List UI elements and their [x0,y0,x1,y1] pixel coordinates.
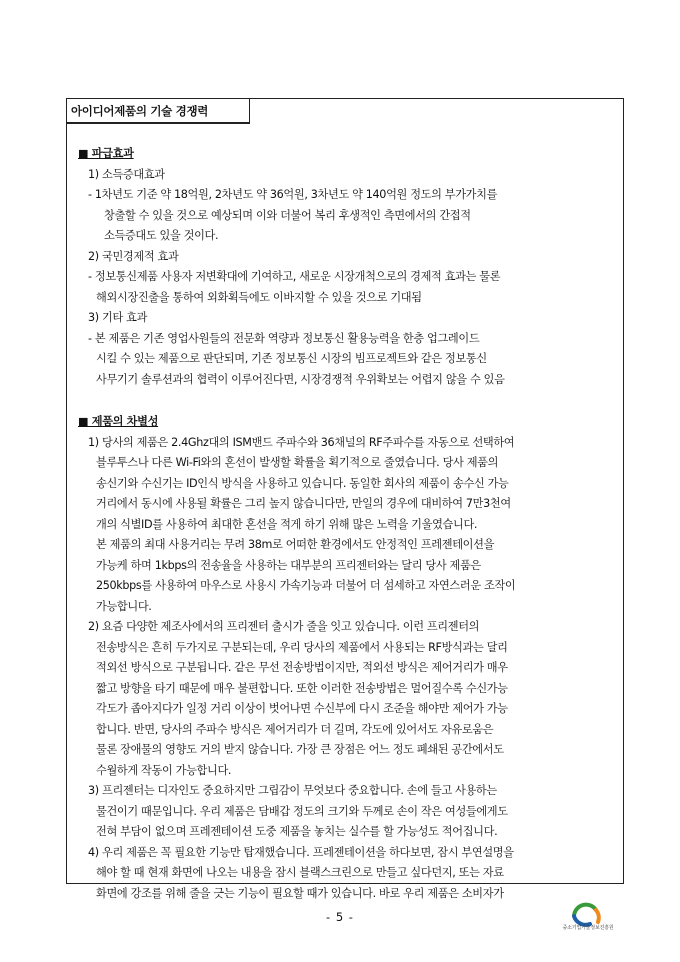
text-line: 블루투스나 다른 Wi-Fi와의 혼선이 발생할 확률을 획기적으로 줄였습니다. 당사 제품의 [96,456,499,469]
text-line: 합니다. 반면, 당사의 주파수 방식은 제어거리가 더 길며, 각도에 있어서도 자유로움은 [96,722,494,736]
text-line: - 정보통신제품 사용자 저변확대에 기여하고, 새로운 시장개척으로의 경제적 효과는 물론 [88,270,501,283]
text-line: 소득증대도 있을 것이다. [104,229,219,242]
text-line: 1) 당사의 제품은 2.4Ghz대의 ISM밴드 주파수와 36채널의 RF주파수를 자동으로 선택하여 [88,435,515,449]
section-heading-effects: ■ 파급효과 [78,147,134,160]
text-line: 4) 우리 제품은 꼭 필요한 기능만 탑재했습니다. 프레젠테이션을 하다보면, 잠시 부연설명을 [88,845,514,859]
text-line: - 1차년도 기준 약 18억원, 2차년도 약 36억원, 3차년도 약 140억원 정도의 부가가치를 [88,188,498,201]
text-line: 해외시장진출을 통하여 외화획득에도 이바지할 수 있을 것으로 기대됨 [96,290,422,304]
text-line: 물론 장애물의 영향도 거의 받지 않습니다. 가장 큰 장점은 어느 정도 폐쇄된 공간에서도 [96,743,504,756]
logo-arc-orange [596,910,599,922]
text-line: 짧고 방향을 타기 때문에 매우 불편합니다. 또한 이러한 전송방법은 멀어질수록 수신가능 [96,681,508,695]
text-line: 본 제품의 최대 사용거리는 무려 38m로 어떠한 환경에서도 안정적인 프레젠테이션을 [96,538,495,551]
text-line: 가능케 하며 1kbps의 전송율을 사용하는 대부분의 프리젠터와는 달리 당사 제품은 [96,558,481,572]
logo-caption: 중소기업기술정보진흥원 [562,925,614,931]
text-line: 창출할 수 있을 것으로 예상되며 이와 더불어 복리 후생적인 측면에서의 간접적 [104,208,471,222]
text-line: 2) 요즘 다양한 제조사에서의 프리젠터 출시가 줄을 잇고 있습니다. 이런 프리젠터의 [88,620,480,633]
text-line: 1) 소득증대효과 [88,167,165,181]
text-line: 거리에서 동시에 사용될 확률은 그리 높지 않습니다만, 만일의 경우에 대비하여 7만3천여 [96,497,511,510]
text-line: 2) 국민경제적 효과 [88,249,179,263]
text-line: 250kbps를 사용하여 마우스로 사용시 가속기능과 더불어 더 섬세하고 자연스러운 조작이 [96,579,516,592]
text-line: 가능합니다. [96,599,152,613]
text-line: 해야 할 때 현재 화면에 나오는 내용을 잠시 블랙스크린으로 만들고 싶다던지, 또는 자료 [96,866,504,879]
text-line: 물건이기 때문입니다. 우리 제품은 담배갑 정도의 크기와 두께로 손이 작은 여성들에게도 [96,804,508,818]
text-line: 송신기와 수신기는 ID인식 방식을 사용하고 있습니다. 동일한 회사의 제품이 송수신 가능 [96,476,509,490]
text-line: 3) 기타 효과 [88,311,148,324]
text-line: 화면에 강조를 위해 줄을 긋는 기능이 필요할 때가 있습니다. 바로 우리 제품은 소비자가 [96,886,504,900]
text-line: 개의 식별ID를 사용하여 최대한 혼선을 적게 하기 위해 많은 노력을 기울였습니다. [96,517,478,531]
page-number: - 5 - [326,910,354,924]
text-line: - 본 제품은 기존 영업사원들의 전문화 역량과 정보통신 활용능력을 한층 업그레이드 [88,331,480,345]
text-line: 수월하게 작동이 가능합니다. [96,763,232,777]
text-line: 적외선 방식으로 구분됩니다. 같은 무선 전송방법이지만, 적외선 방식은 제어거리가 매우 [96,661,508,674]
text-line: 사무기기 솔루션과의 협력이 이루어진다면, 시장경쟁적 우위확보는 어렵지 않을 수 있음 [96,372,505,386]
text-line: 전혀 부담이 없으며 프레젠테이션 도중 제품을 놓치는 실수를 할 가능성도 적어집니다. [96,825,498,838]
text-line: 3) 프리젠터는 디자인도 중요하지만 그립감이 무엇보다 중요합니다. 손에 들고 사용하는 [88,784,497,797]
section-gap [76,390,620,412]
page-title: 아이디어제품의 기술 경쟁력 [66,98,250,124]
logo-arc-green [574,905,596,916]
text-line: 각도가 좁아지다가 일정 거리 이상이 벗어나면 수신부에 다시 조준을 해야만 제어가 가능 [96,702,508,715]
document-body [76,144,620,904]
text-line: 전송방식은 흔히 두가지로 구분되는데, 우리 당사의 제품에서 사용되는 RF방식과는 달리 [96,640,508,654]
section-heading-differentiation: ■ 제품의 차별성 [78,415,159,428]
text-line: 시킬 수 있는 제품으로 판단되며, 기존 정보통신 시장의 빔프로젝트와 같은 정보통신 [96,352,487,365]
